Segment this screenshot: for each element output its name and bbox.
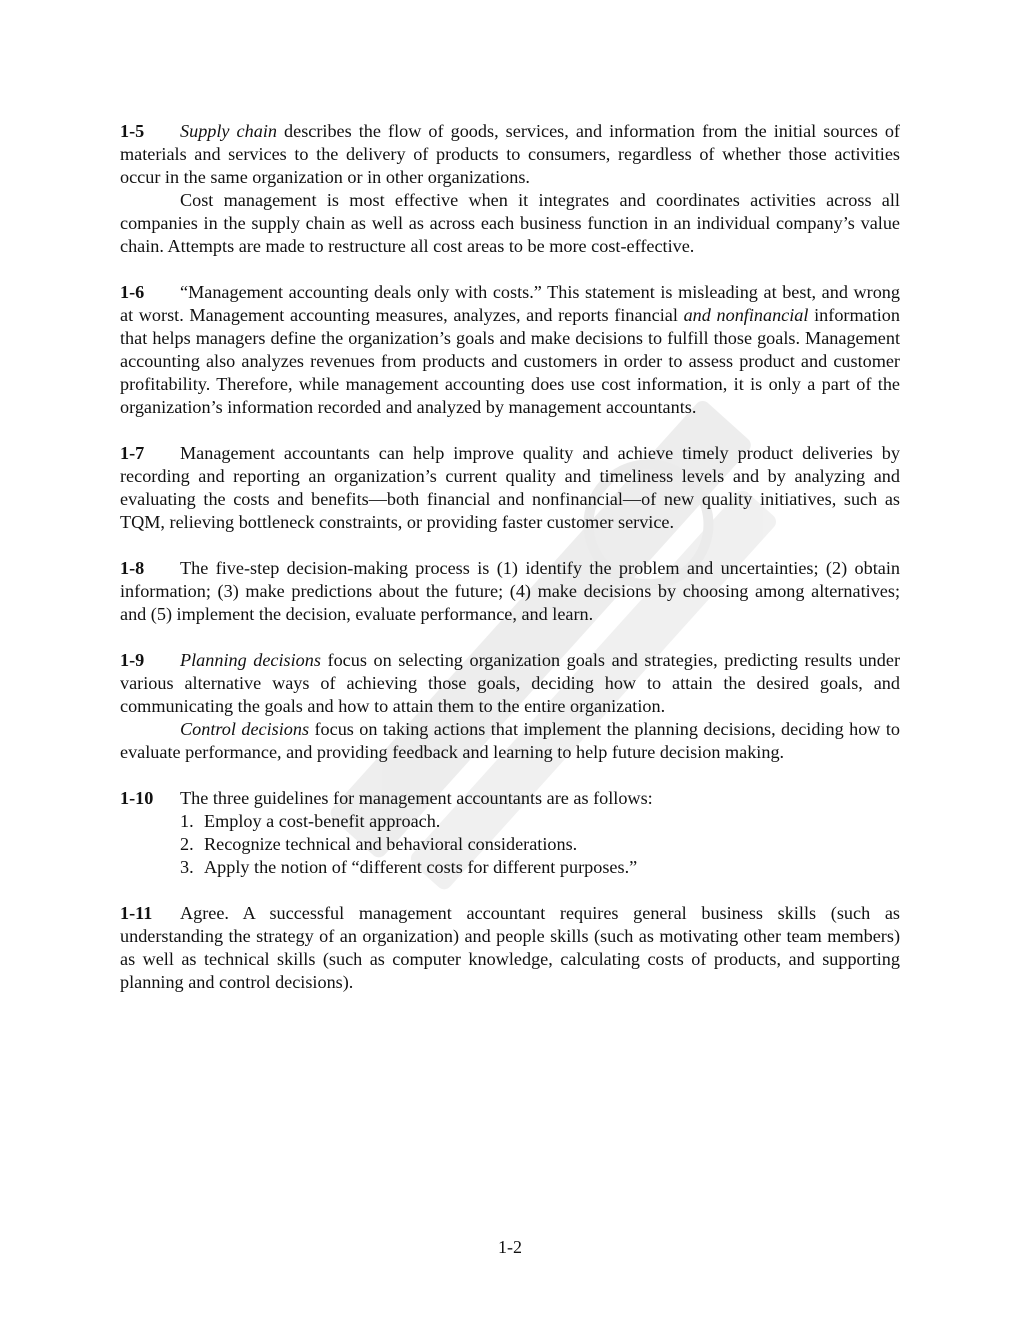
list-item-number: 1. — [180, 811, 194, 831]
question-number: 1-8 — [120, 558, 145, 578]
answer-1-11 — [120, 902, 900, 994]
term-planning-decisions: Planning decisions — [180, 650, 321, 670]
paragraph-text: “Management accounting deals only with costs.” This statement is misleading at best, and wrong at worst. Management accounting measures, analyzes, and reports financial — [120, 282, 900, 325]
answer-1-8 — [120, 557, 900, 626]
document-body — [120, 120, 900, 1017]
question-number: 1-9 — [120, 650, 145, 670]
paragraph-text: Agree. A successful management accountant requires general business skills (such as understanding the strategy of an organization) and people skills (such as motivating other team members) as well as technical skills (such as computer knowledge, calculating costs of products, and supporting planning and control decisions). — [120, 903, 900, 992]
list-item-text: Apply the notion of “different costs for different purposes.” — [204, 857, 638, 877]
paragraph-text: focus on selecting organization goals and strategies, predicting results under various alternative ways of achieving those goals, deciding how to attain the desired goals, and communicating the goals and how to attain them to the entire organization. — [120, 650, 900, 716]
question-number: 1-10 — [120, 788, 154, 808]
list-item-number: 3. — [180, 857, 194, 877]
list-item — [120, 833, 900, 856]
answer-1-9 — [120, 649, 900, 764]
guidelines-list — [120, 810, 900, 879]
answer-1-6 — [120, 281, 900, 419]
paragraph-text: Cost management is most effective when it integrates and coordinates activities across all companies in the supply chain as well as across each business function in an individual company’s value chain. Attempts are made to restructure all cost areas to be more cost-effective. — [120, 190, 900, 256]
paragraph-text: describes the flow of goods, services, and information from the initial sources of materials and services to the delivery of products to consumers, regardless of whether those activities occur in the same organization or in other organizations. — [120, 121, 900, 187]
answer-1-5 — [120, 120, 900, 258]
paragraph-text: focus on taking actions that implement the planning decisions, deciding how to evaluate performance, and providing feedback and learning to help future decision making. — [120, 719, 901, 762]
list-item-text: Recognize technical and behavioral considerations. — [204, 834, 578, 854]
paragraph-text: The three guidelines for management accountants are as follows: — [180, 788, 653, 808]
paragraph-text: Management accountants can help improve quality and achieve timely product deliveries by recording and reporting an organization’s current quality and timeliness levels and by analyzing and evaluating the costs and benefits—both financial and nonfinancial—of new quality initiatives, such as TQM, relieving bottleneck constraints, or providing faster customer service. — [120, 443, 900, 532]
question-number: 1-6 — [120, 282, 145, 302]
answer-1-7 — [120, 442, 900, 534]
question-number: 1-5 — [120, 121, 145, 141]
list-item-text: Employ a cost-benefit approach. — [204, 811, 441, 831]
answer-1-10 — [120, 787, 900, 879]
list-item-number: 2. — [180, 834, 194, 854]
page-number: 1-2 — [498, 1237, 522, 1257]
paragraph-text: information that helps managers define the organization’s goals and make decisions to fulfill those goals. Management accounting also analyzes revenues from products and customers in order to assess product and customer profitability. Therefore, while management accounting does use cost information, it is only a part of the organization’s information recorded and analyzed by management accountants. — [120, 305, 900, 417]
term-supply-chain: Supply chain — [180, 121, 277, 141]
list-item — [120, 810, 900, 833]
question-number: 1-11 — [120, 903, 153, 923]
emphasis-text: and nonfinancial — [683, 305, 809, 325]
list-item — [120, 856, 900, 879]
question-number: 1-7 — [120, 443, 145, 463]
paragraph-text: The five-step decision-making process is (1) identify the problem and uncertainties; (2) obtain information; (3) make predictions about the future; (4) make decisions by choosing among alternatives; and (5) implement the decision, evaluate performance, and learn. — [120, 558, 900, 624]
term-control-decisions: Control decisions — [180, 719, 310, 739]
